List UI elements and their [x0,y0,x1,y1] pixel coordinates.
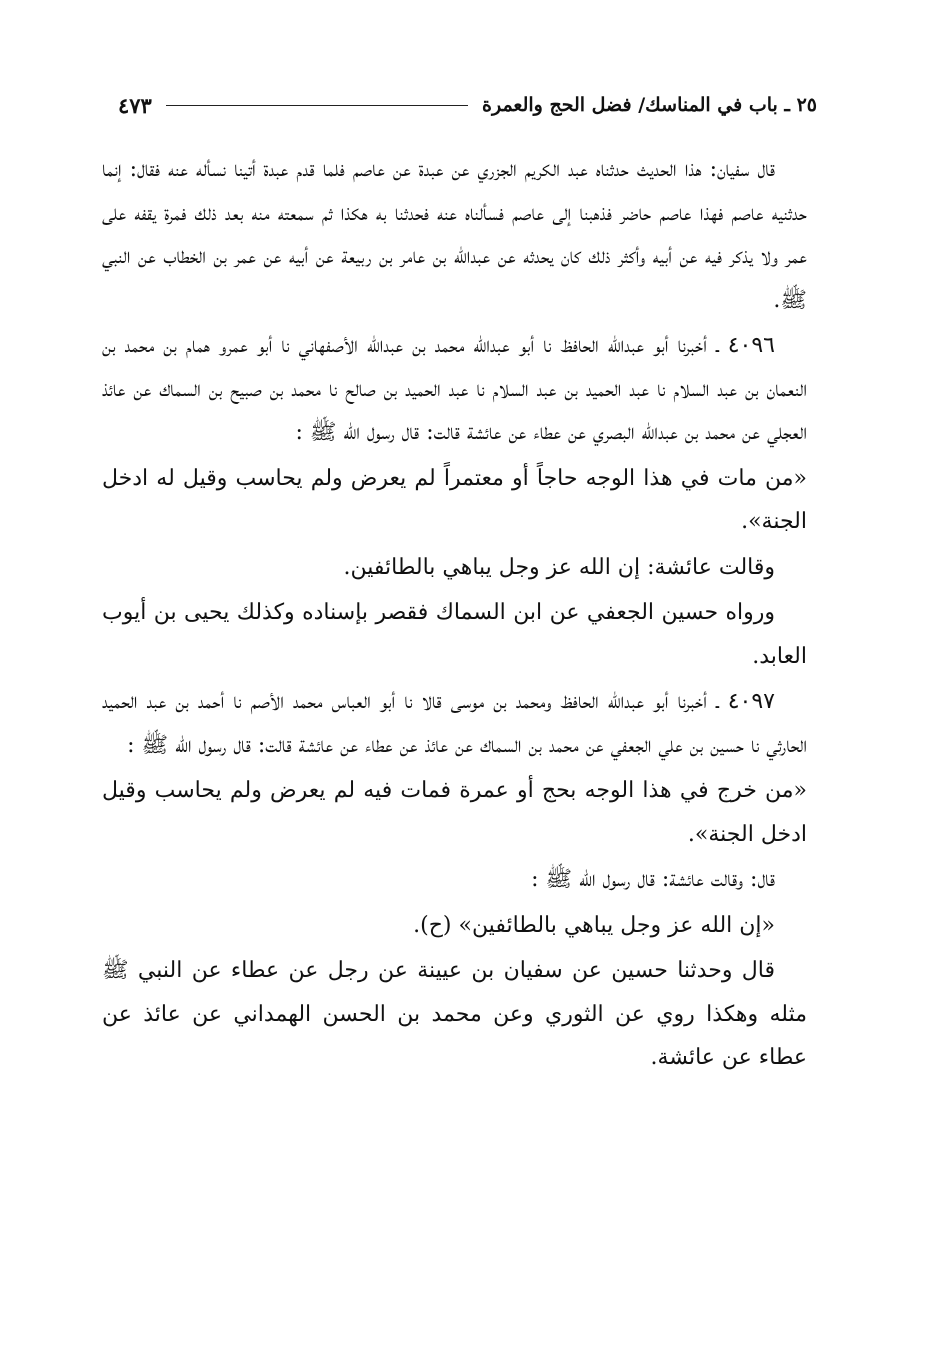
prophet-quote: «إن الله عز وجل يباهي بالطائفين» (ح). [413,912,775,938]
closing-paragraph: قال وحدثنا حسين عن سفيان بن عيينة عن رجل عن عطاء عن النبي ﷺ مثله وهكذا روي عن الثوري وعن محمد بن الحسن الهمداني عن عائذ عن عطاء عن عائشة. [102,958,807,1070]
hadith-4096: ٤٠٩٦ ـ أخبرنا أبو عبدالله الحافظ نا أبو عبدالله محمد بن عبدالله الأصفهاني نا أبو عمرو همام بن محمد بن النعمان بن عبد السلام نا عبد الحميد بن عبد السلام نا عبد الحميد بن صالح نا محمد بن صبيح بن السماك عن عائذ العجلي عن محمد بن عبدالله البصري عن عطاء عن عائشة قالت: قال رسول الله ﷺ : [102,333,807,445]
aisha-statement: وقالت عائشة: إن الله عز وجل يباهي بالطائفين. [343,554,775,580]
paragraph-sufyan: قال سفيان: هذا الحديث حدثناه عبد الكريم الجزري عن عبدة عن عاصم فلما قدم عبدة أتينا نسأله عنه فقال: إنما حدثنيه عاصم فهذا عاصم حاضر فذهبنا إلى عاصم فسألناه عنه فحدثنا به هكذا ثم سمعته منه بعد ذلك فمرة يقفه على عمر ولا يذكر فيه عن أبيه وأكثر ذلك كان يحدثه عن عبدالله بن عامر بن ربيعة عن أبيه عن عمر بن الخطاب عن النبي ﷺ. [102,157,807,313]
narration-note: ورواه حسين الجعفي عن ابن السماك فقصر بإسناده وكذلك يحيى بن أيوب العابد. [102,600,807,669]
hadith-4096-quote: «من مات في هذا الوجه حاجاً أو معتمراً لم يعرض ولم يحاسب وقيل له ادخل الجنة». [102,465,807,534]
body-text [102,148,807,1080]
hadith-4097: ٤٠٩٧ ـ أخبرنا أبو عبدالله الحافظ ومحمد بن موسى قالا نا أبو العباس محمد الأصم نا أحمد بن عبد الحميد الحارثي نا حسين بن علي الجعفي عن محمد بن السماك عن عائذ عن عطاء عن عائشة قالت: قال رسول الله ﷺ : [102,689,807,758]
running-header [118,90,817,120]
chapter-title: ٢٥ ـ باب في المناسك/ فضل الحج والعمرة [482,94,817,116]
aisha-said: قال: وقالت عائشة: قال رسول الله ﷺ : [531,867,775,892]
hadith-4097-quote: «من خرج في هذا الوجه بحج أو عمرة فمات فيه لم يعرض ولم يحاسب وقيل ادخل الجنة». [102,778,807,847]
header-rule [166,105,468,106]
page-number: ٤٧٣ [118,92,152,118]
